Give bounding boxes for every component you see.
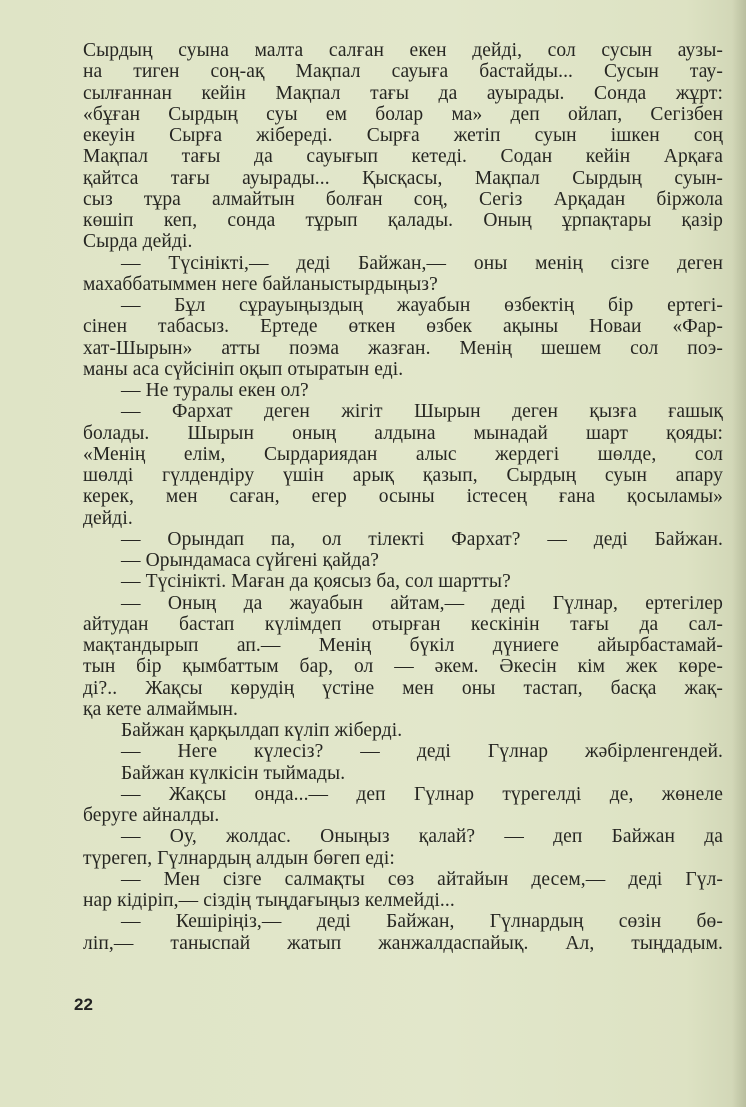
text-line: — Орындап па, ол тілекті Фархат? — деді Байжан. xyxy=(121,528,723,550)
text-line: — Бұл сұрауыңыздың жауабын өзбектің бір ертегі- xyxy=(121,295,723,316)
text-line: екеуін Сырға жібереді. Сырға жетіп суын ішкен соң xyxy=(83,125,723,146)
text-line: беруге айналды. xyxy=(83,805,220,826)
text-line: — Неге күлесіз? — деді Гүлнар жәбірленгендей. xyxy=(121,741,723,763)
text-line: «бұған Сырдың суы ем болар ма» деп ойлап, Сегізбен xyxy=(83,103,723,125)
text-line: қайтса тағы ауырады... Қысқасы, Мақпал Сырдың суын- xyxy=(83,167,723,189)
text-line: — Орындамаса сүйгені қайда? xyxy=(121,550,380,571)
text-line: сыз тұра алмайтын болған соң, Сегіз Арқадан біржола xyxy=(83,188,723,210)
text-line: нар кідіріп,— сіздің тыңдағыңыз келмейді... xyxy=(83,890,455,911)
text-line: хат-Шырын» атты поэма жазған. Менің шешем сол поэ- xyxy=(83,337,723,359)
text-line: сылғаннан кейін Мақпал тағы да ауырады. Сонда жұрт: xyxy=(83,82,723,104)
text-line: — Оу, жолдас. Оныңыз қалай? — деп Байжан да xyxy=(121,826,723,848)
text-line: Мақпал тағы да сауығып кетеді. Содан кейін Арқаға xyxy=(83,146,723,168)
text-line: — Не туралы екен ол? xyxy=(121,380,309,401)
text-line: — Кешіріңіз,— деді Байжан, Гүлнардың сөзін бө- xyxy=(121,911,723,933)
text-line: болады. Шырын оның алдына мынадай шарт қояды: xyxy=(83,422,723,444)
page-text-body xyxy=(83,40,723,954)
text-line: ді?.. Жақсы көрудің үстіне мен оны тастап, басқа жақ- xyxy=(83,677,723,699)
text-line: шөлді гүлдендіру үшін арық қазып, Сырдың суын апару xyxy=(83,465,723,486)
text-line: махаббатыммен неге байланыстырдыңыз? xyxy=(83,273,438,295)
text-line: көшіп кеп, сонда тұрып қалады. Оның ұрпақтары қазір xyxy=(83,210,723,231)
text-line: айтудан бастап күлімдеп отырған кескінін тағы да сал- xyxy=(83,613,723,635)
text-line: на тиген соң-ақ Мақпал сауыға бастайды... Сусын тау- xyxy=(83,61,723,83)
text-line: түрегеп, Гүлнардың алдын бөгеп еді: xyxy=(83,847,395,869)
text-line: маны аса сүйсініп оқып отыратын еді. xyxy=(83,358,404,380)
text-line: дейді. xyxy=(83,507,133,529)
text-line: Байжан қарқылдап күліп жіберді. xyxy=(121,720,403,741)
text-line: — Жақсы онда...— деп Гүлнар түрегелді де, жөнеле xyxy=(121,783,723,805)
text-line: Сырдың суына малта салған екен дейді, сол сусын аузы- xyxy=(83,40,723,61)
text-line: «Менің елім, Сырдариядан алыс жердегі шөлде, сол xyxy=(83,443,723,465)
text-line: Байжан күлкісін тыймады. xyxy=(121,762,346,784)
text-line: — Түсінікті. Маған да қоясыз ба, сол шартты? xyxy=(121,571,511,593)
text-line: — Оның да жауабын айтам,— деді Гүлнар, ертегілер xyxy=(121,592,723,614)
text-line: керек, мен саған, егер осыны істесең ғана қосыламы» xyxy=(83,486,723,508)
text-line: — Түсінікті,— деді Байжан,— оны менің сізге деген xyxy=(121,252,723,274)
text-line: тын бір қымбаттым бар, ол — әкем. Әкесін кім жек көре- xyxy=(83,656,723,678)
text-line: ліп,— таныспай жатып жанжалдаспайық. Ал, тыңдадым. xyxy=(83,932,723,954)
page-edge-shadow xyxy=(732,0,746,1107)
text-line: сінен табасыз. Ертеде өткен өзбек ақыны Новаи «Фар- xyxy=(83,316,723,338)
text-line: — Мен сізге салмақты сөз айтайын десем,— деді Гүл- xyxy=(121,868,723,890)
page-number: 22 xyxy=(74,995,93,1014)
text-line: Сырда дейді. xyxy=(83,231,193,253)
text-line: — Фархат деген жігіт Шырын деген қызға ғашық xyxy=(121,401,723,423)
text-line: қа кете алмаймын. xyxy=(83,698,239,720)
text-line: мақтандырып ап.— Менің бүкіл дүниеге айырбастамай- xyxy=(83,635,723,656)
